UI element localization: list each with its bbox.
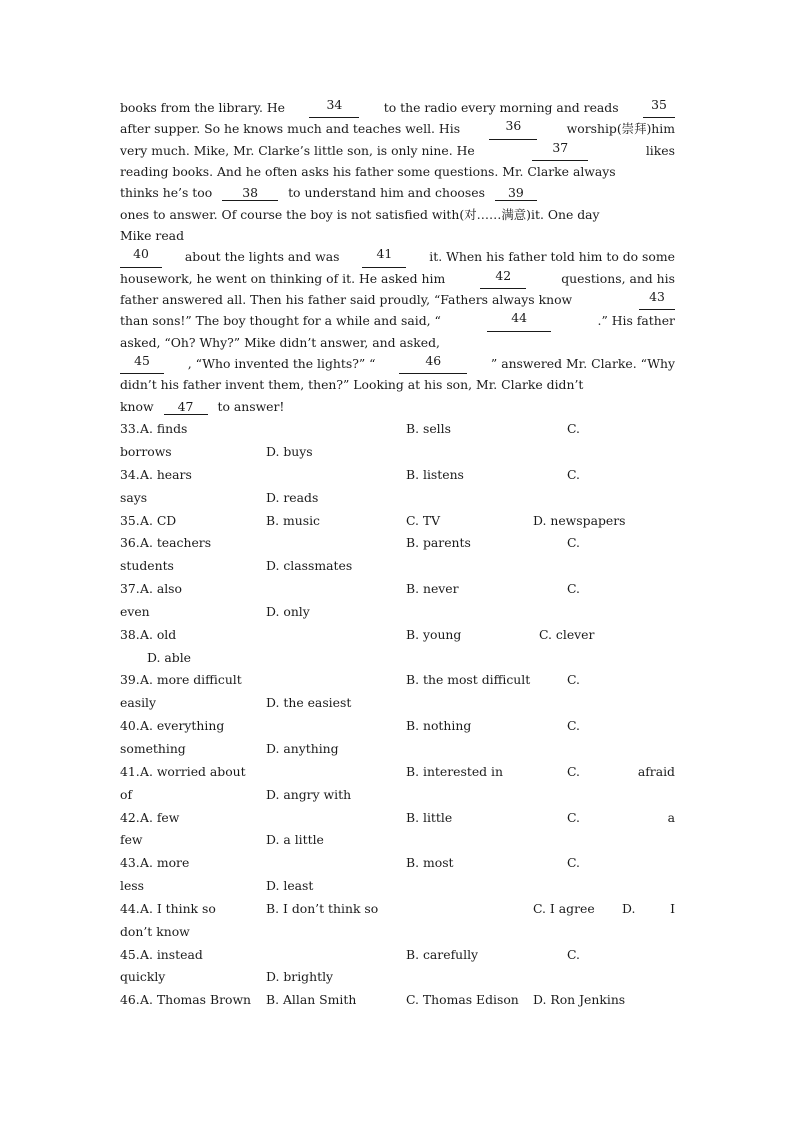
option-c-text: quickly <box>120 969 166 985</box>
blank-37: 37 <box>532 140 588 161</box>
question-row <box>120 715 675 738</box>
passage-text: likes <box>645 142 675 158</box>
option-c: C. <box>567 466 580 482</box>
passage-text: , “Who invented the lights?” “ <box>187 356 376 372</box>
option-c: C. <box>567 946 580 962</box>
option-a: A. everything <box>140 718 225 734</box>
option-c-text: less <box>120 878 145 894</box>
question-row <box>120 532 675 555</box>
passage-text: very much. Mike, Mr. Clarke’s little son, is only nine. He <box>120 142 475 158</box>
option-a: A. worried about <box>140 763 246 779</box>
passage-line <box>120 97 675 118</box>
option-d: D. angry with <box>266 786 352 802</box>
passage-text: books from the library. He <box>120 100 286 115</box>
question-number: 38. <box>120 626 140 642</box>
passage-line <box>120 353 675 374</box>
question-row <box>120 669 675 692</box>
option-b: B. the most difficult <box>406 672 531 688</box>
option-d: D. a little <box>266 832 324 848</box>
blank-46: 46 <box>399 353 467 374</box>
blank-47: 47 <box>164 399 208 415</box>
passage-line <box>120 204 675 225</box>
passage-text: about the lights and was <box>184 249 340 265</box>
question-row-continued <box>120 692 675 715</box>
question-number: 34. <box>120 466 140 482</box>
option-a: A. also <box>140 581 182 597</box>
question-row <box>120 578 675 601</box>
option-b: B. interested in <box>406 763 503 779</box>
question-number: 40. <box>120 718 140 734</box>
option-d: D. brightly <box>266 969 334 985</box>
blank-36: 36 <box>489 118 537 139</box>
option-a: A. hears <box>140 466 192 482</box>
question-row-continued <box>120 875 675 898</box>
question-row-continued <box>120 921 675 944</box>
blank-35: 35 <box>643 97 675 118</box>
passage-text: than sons!” The boy thought for a while and said, “ <box>120 313 441 329</box>
option-c-text: students <box>120 558 174 574</box>
cloze-passage <box>120 97 675 417</box>
passage-line <box>120 225 675 246</box>
option-d: D. anything <box>266 740 339 756</box>
option-c-text: borrows <box>120 444 172 459</box>
option-d: D. <box>622 900 636 916</box>
option-c: C. Thomas Edison <box>406 992 519 1008</box>
passage-text: Mike read <box>120 228 185 244</box>
passage-line <box>120 182 675 203</box>
question-row-continued <box>120 738 675 761</box>
question-row <box>120 510 675 533</box>
option-a: A. instead <box>140 946 203 962</box>
question-number: 35. <box>120 512 140 528</box>
passage-text: reading books. And he often asks his father some questions. Mr. Clarke always <box>120 164 616 180</box>
blank-40: 40 <box>120 246 162 267</box>
option-d: D. Ron Jenkins <box>533 992 626 1008</box>
passage-text: to answer! <box>217 398 285 414</box>
option-c-text: says <box>120 489 148 505</box>
option-b: B. little <box>406 809 453 825</box>
option-c: C. <box>567 855 580 871</box>
passage-text: housework, he went on thinking of it. He asked him <box>120 270 446 286</box>
question-row-continued <box>120 601 675 624</box>
option-a: A. finds <box>140 421 188 437</box>
passage-line <box>120 268 675 289</box>
option-a: A. I think so <box>140 900 216 916</box>
option-a: A. old <box>140 626 177 642</box>
blank-44: 44 <box>487 310 551 331</box>
option-c: C. <box>567 421 580 437</box>
option-a: A. CD <box>140 512 177 528</box>
passage-line <box>120 332 675 353</box>
blank-41: 41 <box>362 246 406 267</box>
question-number: 33. <box>120 421 140 437</box>
blank-43: 43 <box>639 289 675 310</box>
option-c: C. I agree <box>533 900 595 916</box>
question-row-continued <box>120 555 675 578</box>
question-row-continued <box>120 966 675 989</box>
answer-options <box>120 418 675 1012</box>
blank-42: 42 <box>480 268 526 289</box>
passage-text: father answered all. Then his father said proudly, “Fathers always know <box>120 292 573 308</box>
passage-line <box>120 374 675 395</box>
passage-text: worship(崇拜)him <box>566 121 675 137</box>
question-row-continued <box>120 784 675 807</box>
document-page <box>120 97 675 1012</box>
option-b: B. music <box>266 512 320 528</box>
option-c: C. <box>567 763 580 779</box>
question-row <box>120 989 675 1012</box>
option-c-text: easily <box>120 695 157 711</box>
option-a: A. more difficult <box>140 672 242 688</box>
question-number: 46. <box>120 992 140 1008</box>
option-c-text: of <box>120 786 133 802</box>
passage-line <box>120 246 675 267</box>
question-row <box>120 464 675 487</box>
option-c: C. <box>567 672 580 688</box>
passage-text: it. When his father told him to do some <box>429 249 675 265</box>
question-row-continued <box>120 647 675 670</box>
question-row <box>120 807 675 830</box>
passage-text: thinks he’s too <box>120 185 213 201</box>
blank-45: 45 <box>120 353 164 374</box>
question-row <box>120 852 675 875</box>
question-row <box>120 418 675 441</box>
option-d: D. reads <box>266 489 319 505</box>
question-number: 41. <box>120 763 140 779</box>
option-a: A. Thomas Brown <box>140 992 252 1008</box>
passage-text: after supper. So he knows much and teaches well. His <box>120 121 461 137</box>
question-row <box>120 761 675 784</box>
option-c: C. <box>567 718 580 734</box>
question-row-continued <box>120 487 675 510</box>
passage-line <box>120 310 675 331</box>
passage-line <box>120 140 675 161</box>
option-b: B. nothing <box>406 718 472 734</box>
option-b: B. never <box>406 581 459 597</box>
passage-text: to understand him and chooses <box>288 185 485 201</box>
passage-text: ” answered Mr. Clarke. “Why <box>490 356 675 372</box>
option-b: B. young <box>406 626 462 642</box>
option-d: D. newspapers <box>533 512 626 528</box>
option-b: B. parents <box>406 535 471 551</box>
passage-text: know <box>120 398 154 414</box>
option-d: D. able <box>147 649 191 665</box>
option-b: B. Allan Smith <box>266 992 357 1008</box>
question-number: 39. <box>120 672 140 688</box>
option-b: B. carefully <box>406 946 479 962</box>
question-row <box>120 898 675 921</box>
question-number: 45. <box>120 946 140 962</box>
option-b: B. listens <box>406 466 464 482</box>
question-row-continued <box>120 441 675 464</box>
option-b: B. most <box>406 855 454 871</box>
question-row-continued <box>120 829 675 852</box>
question-row <box>120 624 675 647</box>
passage-text: .” His father <box>597 313 675 329</box>
blank-39: 39 <box>495 185 537 201</box>
option-c: C. clever <box>539 626 595 642</box>
option-c-text: something <box>120 740 186 756</box>
option-a: A. teachers <box>140 535 212 551</box>
option-c: C. TV <box>406 512 441 528</box>
option-c-text: afraid <box>637 763 675 779</box>
option-c: C. <box>567 809 580 825</box>
option-a: A. few <box>140 809 180 825</box>
option-c: C. <box>567 581 580 597</box>
option-d-text: don’t know <box>120 923 190 939</box>
option-b: B. I don’t think so <box>266 900 379 916</box>
question-number: 37. <box>120 581 140 597</box>
passage-text: didn’t his father invent them, then?” Looking at his son, Mr. Clarke didn’t <box>120 377 584 393</box>
passage-text: ones to answer. Of course the boy is not satisfied with(对……满意)it. One day <box>120 206 600 222</box>
option-d: D. classmates <box>266 558 353 574</box>
option-b: B. sells <box>406 421 451 437</box>
option-d: D. the easiest <box>266 695 352 711</box>
question-number: 42. <box>120 809 140 825</box>
option-d-text: I <box>670 900 675 916</box>
option-d: D. least <box>266 878 314 894</box>
option-c-text: even <box>120 603 150 619</box>
passage-line <box>120 289 675 310</box>
option-c-text: a <box>667 809 675 825</box>
passage-text: to the radio every morning and reads <box>383 100 619 115</box>
passage-text: questions, and his <box>561 270 675 286</box>
blank-34: 34 <box>309 97 359 118</box>
question-row <box>120 944 675 967</box>
option-d: D. buys <box>266 444 313 459</box>
option-d: D. only <box>266 603 310 619</box>
blank-38: 38 <box>222 185 278 201</box>
option-a: A. more <box>140 855 190 871</box>
passage-line <box>120 161 675 182</box>
question-number: 44. <box>120 900 140 916</box>
question-number: 36. <box>120 535 140 551</box>
question-number: 43. <box>120 855 140 871</box>
option-c-text: few <box>120 832 143 848</box>
option-c: C. <box>567 535 580 551</box>
passage-line <box>120 396 675 417</box>
passage-line <box>120 118 675 139</box>
passage-text: asked, “Oh? Why?” Mike didn’t answer, and asked, <box>120 334 440 350</box>
